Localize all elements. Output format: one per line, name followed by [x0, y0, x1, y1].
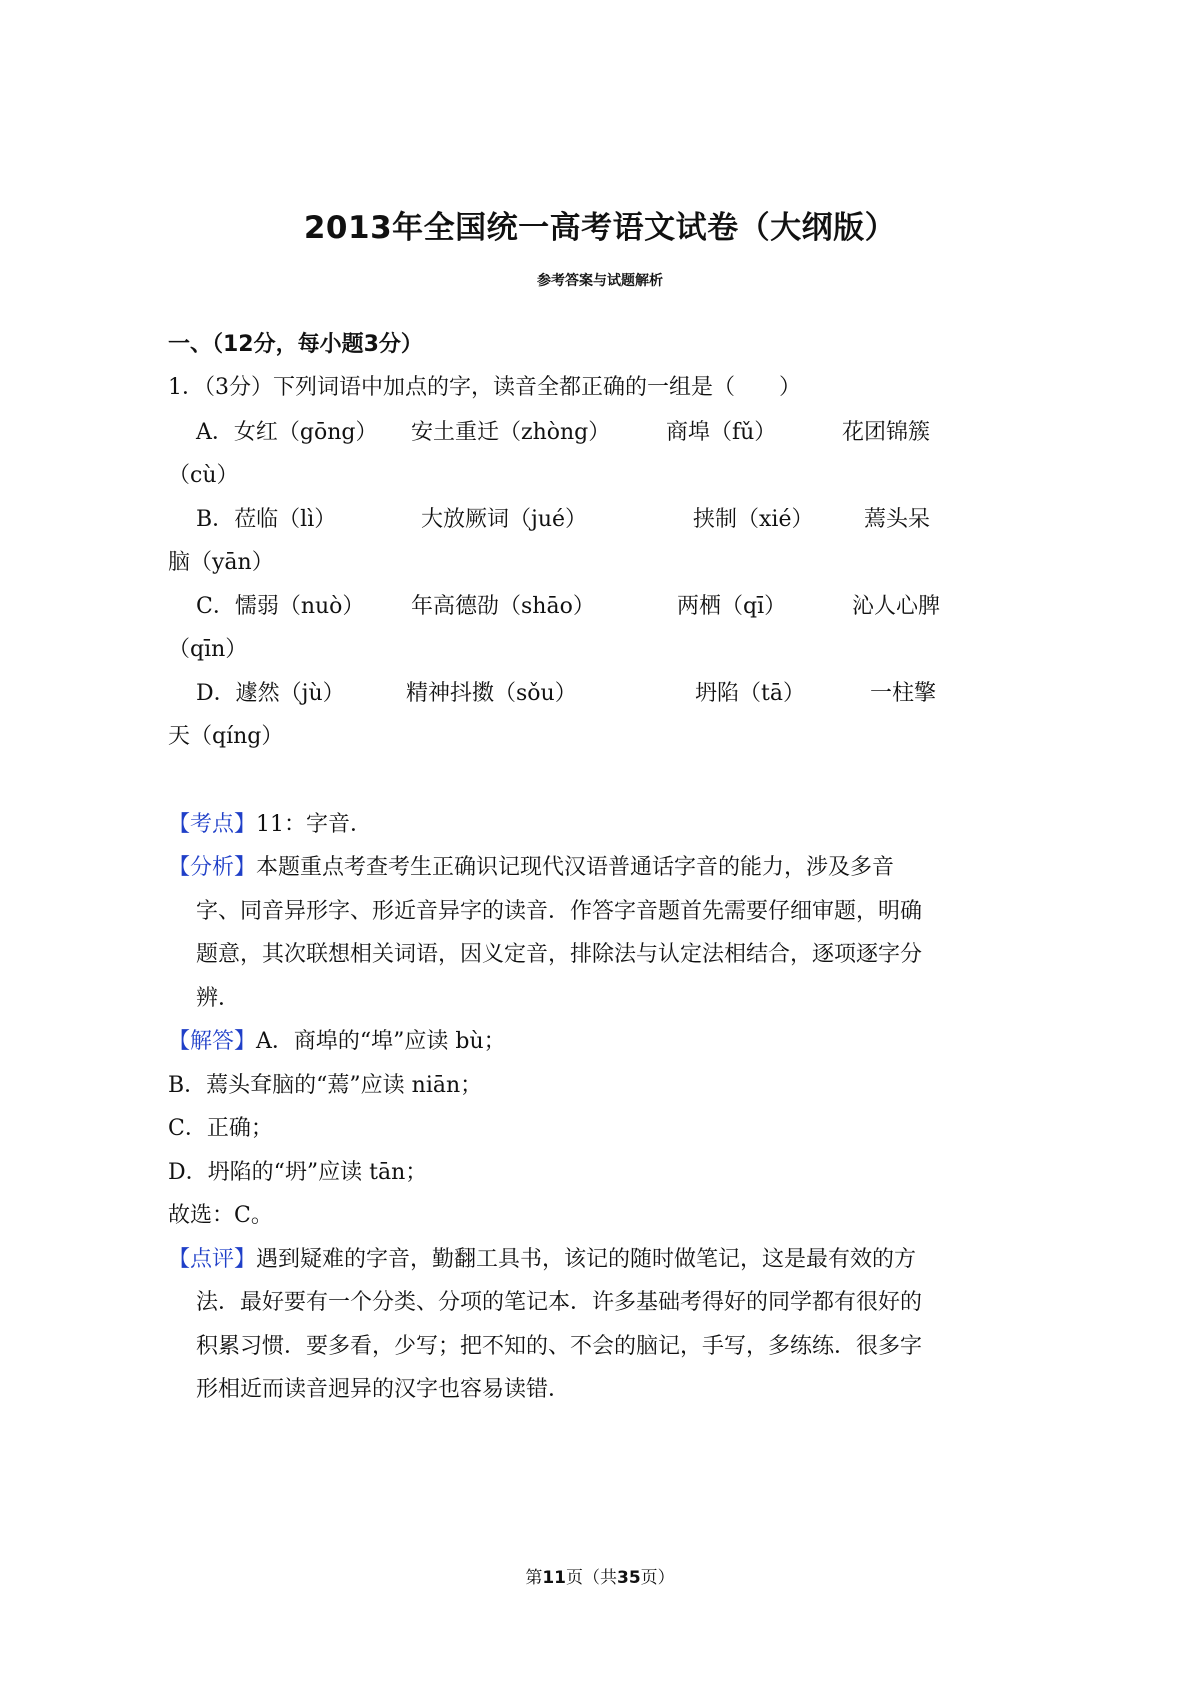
- jieda-tag: 【解答】: [168, 1029, 257, 1054]
- dianping-row: [168, 1245, 916, 1275]
- footer-middle: 页（共: [566, 1568, 617, 1588]
- option-a-wrap: （cù）: [168, 463, 239, 488]
- fenxi-line: 字、同音异形字、形近音异字的读音．作答字音题首先需要仔细审题，明确: [196, 899, 923, 924]
- option-d-item: 精神抖擞（sǒu）: [406, 681, 577, 706]
- dianping-tag: 【点评】: [168, 1247, 257, 1272]
- jieda-line: 故选：C。: [168, 1203, 273, 1228]
- option-c-label: C．懦弱（nuò）: [196, 594, 365, 619]
- kaodian-row: [168, 810, 372, 840]
- footer-suffix: 页）: [640, 1568, 675, 1588]
- fenxi-tag: 【分析】: [168, 855, 257, 880]
- option-d-wrap: 天（qíng）: [168, 724, 284, 749]
- page-footer: [0, 1563, 1200, 1588]
- option-c-item: 年高德劭（shāo）: [411, 594, 595, 619]
- option-c-wrap: （qīn）: [168, 637, 248, 662]
- dianping-line: 积累习惯．要多看，少写；把不知的、不会的脑记，手写，多练练．很多字: [196, 1334, 923, 1359]
- page-title: 2013年全国统一高考语文试卷（大纲版）: [303, 210, 897, 246]
- dianping-line: 法．最好要有一个分类、分项的笔记本．许多基础考得好的同学都有很好的: [196, 1290, 923, 1315]
- jieda-line: C．正确；: [168, 1116, 273, 1141]
- option-b-label: B．莅临（lì）: [196, 507, 337, 532]
- option-a-item: 花团锦簇: [842, 420, 931, 445]
- option-a-item: 商埠（fǔ）: [666, 420, 777, 445]
- option-b-item: 蔫头呆: [864, 507, 931, 532]
- footer-total-pages: 35: [617, 1568, 641, 1588]
- fenxi-line: 辨．: [196, 986, 241, 1011]
- kaodian-tag: 【考点】: [168, 812, 257, 837]
- section-heading: 一、（12分，每小题3分）: [168, 332, 423, 357]
- option-a-label: A．女红（gōng）: [196, 420, 378, 445]
- option-d-item: 一柱擎: [870, 681, 937, 706]
- option-b-item: 大放厥词（jué）: [421, 507, 588, 532]
- option-d-label: D．遽然（jù）: [196, 681, 345, 706]
- fenxi-row: [168, 853, 894, 883]
- kaodian-text: 11：字音．: [256, 812, 373, 837]
- option-c-item: 沁人心脾: [852, 594, 941, 619]
- jieda-row: [168, 1027, 506, 1057]
- footer-prefix: 第: [525, 1568, 543, 1588]
- option-b-item: 挟制（xié）: [693, 507, 814, 532]
- fenxi-line: 本题重点考查考生正确识记现代汉语普通话字音的能力，涉及多音: [256, 855, 895, 880]
- jieda-line: B．蔫头耷脑的“蔫”应读 niān；: [168, 1073, 483, 1098]
- footer-page-number: 11: [542, 1568, 566, 1588]
- dianping-line: 遇到疑难的字音，勤翻工具书，该记的随时做笔记，这是最有效的方: [256, 1247, 917, 1272]
- option-a-item: 安土重迁（zhòng）: [411, 420, 611, 445]
- fenxi-line: 题意，其次联想相关词语，因义定音，排除法与认定法相结合，逐项逐字分: [196, 942, 923, 967]
- option-d-item: 坍陷（tā）: [695, 681, 805, 706]
- page-subtitle: 参考答案与试题解析: [537, 273, 663, 289]
- dianping-line: 形相近而读音迥异的汉字也容易读错．: [196, 1377, 571, 1402]
- option-c-item: 两栖（qī）: [677, 594, 787, 619]
- jieda-line: D．坍陷的“坍”应读 tān；: [168, 1160, 428, 1185]
- question-stem: 1．（3分）下列词语中加点的字，读音全都正确的一组是（ ）: [168, 375, 801, 400]
- option-b-wrap: 脑（yān）: [168, 550, 274, 575]
- jieda-line: A．商埠的“埠”应读 bù；: [256, 1029, 506, 1054]
